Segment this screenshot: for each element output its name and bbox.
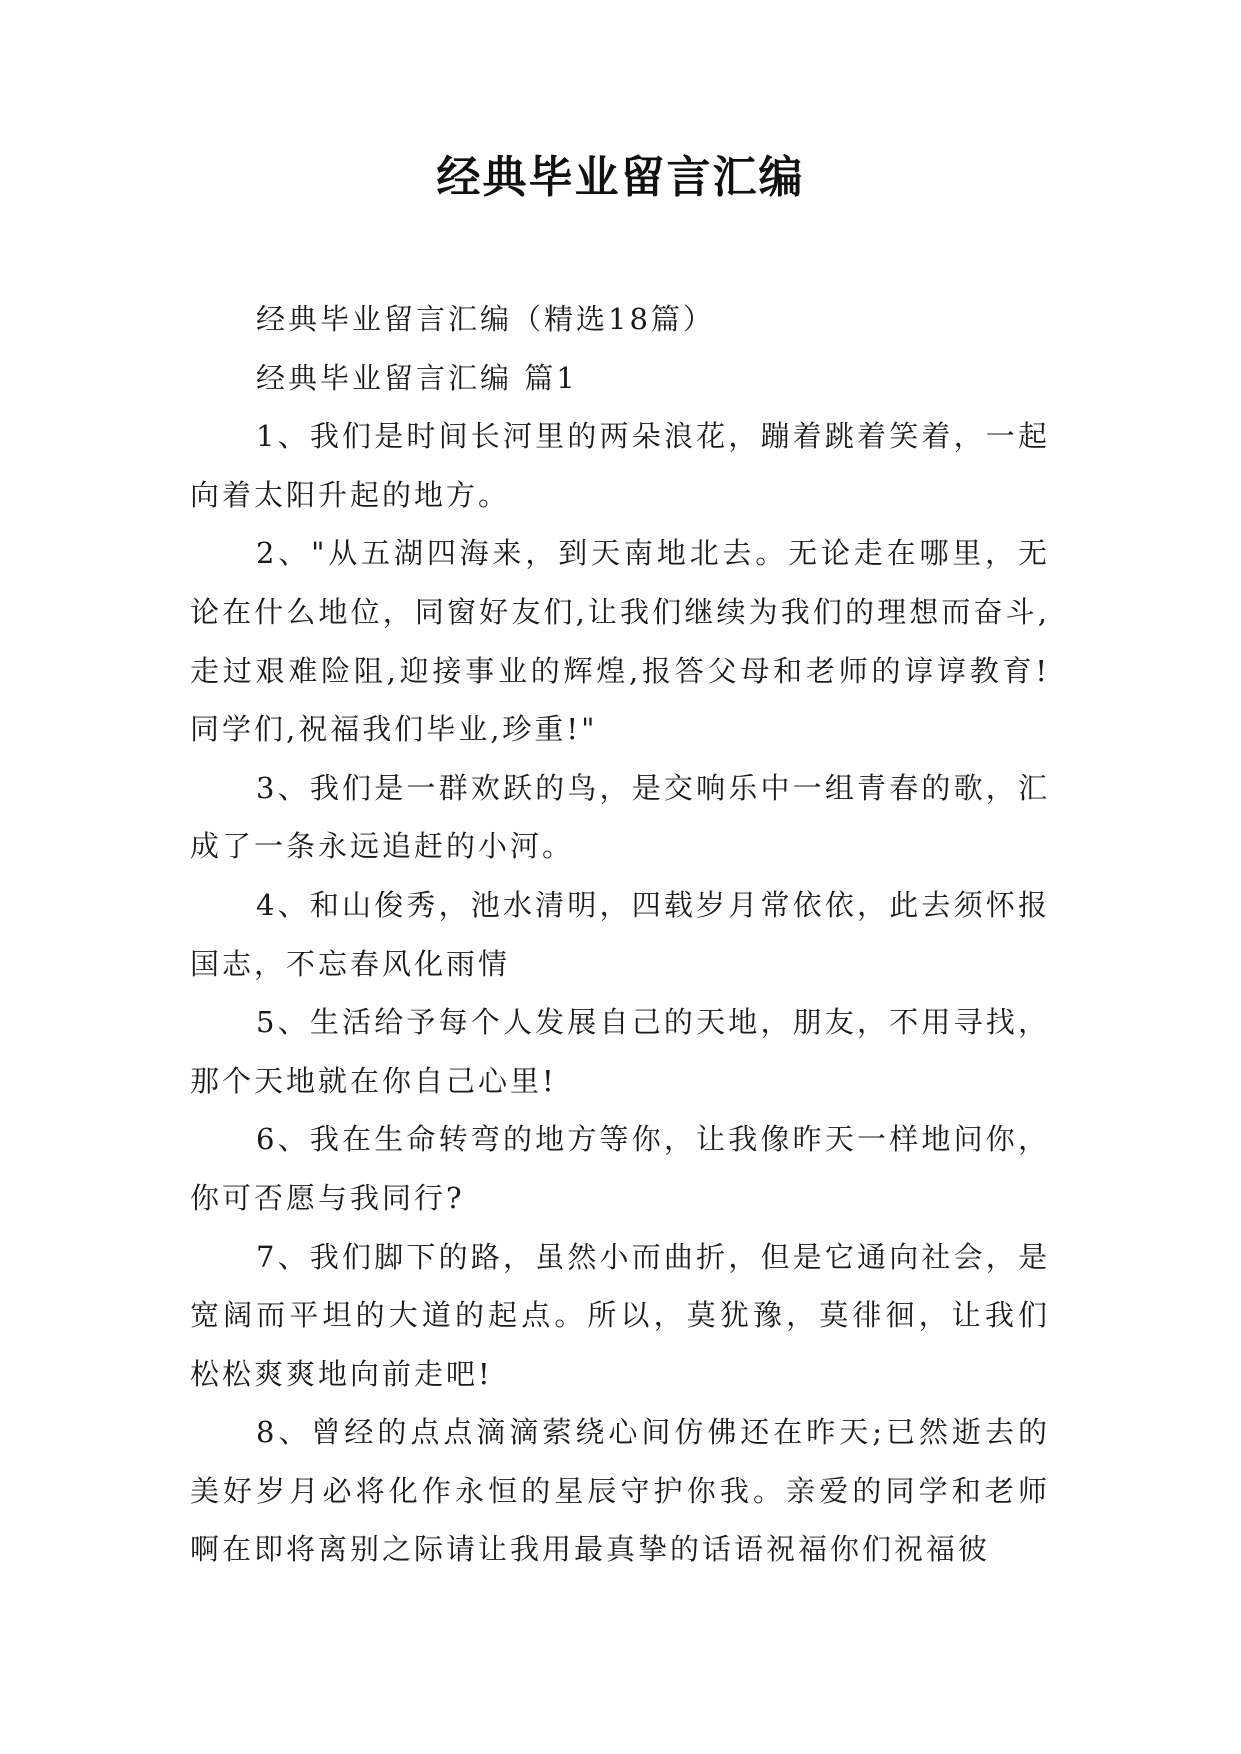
message-paragraph: 8、曾经的点点滴滴萦绕心间仿佛还在昨天;已然逝去的美好岁月必将化作永恒的星辰守护你我。亲爱的同学和老师啊在即将离别之际请让我用最真挚的话语祝福你们祝福彼 bbox=[190, 1415, 1050, 1567]
section-heading: 经典毕业留言汇编 篇1 bbox=[256, 360, 578, 395]
document-title: 经典毕业留言汇编 bbox=[436, 152, 805, 203]
subtitle-paragraph: 经典毕业留言汇编（精选18篇） bbox=[256, 302, 715, 336]
message-paragraph: 6、我在生命转弯的地方等你，让我像昨天一样地问你，你可否愿与我同行? bbox=[190, 1122, 1050, 1215]
document-body bbox=[190, 290, 1050, 1579]
message-paragraph: 1、我们是时间长河里的两朵浪花，蹦着跳着笑着，一起向着太阳升起的地方。 bbox=[190, 419, 1050, 512]
message-paragraph: 3、我们是一群欢跃的鸟，是交响乐中一组青春的歌，汇成了一条永远追赶的小河。 bbox=[190, 770, 1050, 864]
message-paragraph: 7、我们脚下的路，虽然小而曲折，但是它通向社会，是宽阔而平坦的大道的起点。所以，莫犹豫，莫徘徊，让我们松松爽爽地向前走吧! bbox=[190, 1239, 1050, 1391]
message-paragraph: 2、"从五湖四海来，到天南地北去。无论走在哪里，无论在什么地位，同窗好友们,让我们继续为我们的理想而奋斗,走过艰难险阻,迎接事业的辉煌,报答父母和老师的谆谆教育!同学们,祝福我们毕业,珍重!" bbox=[190, 536, 1050, 747]
message-paragraph: 4、和山俊秀，池水清明，四载岁月常依依，此去须怀报国志，不忘春风化雨情 bbox=[190, 887, 1050, 981]
message-paragraph: 5、生活给予每个人发展自己的天地，朋友，不用寻找，那个天地就在你自己心里! bbox=[190, 1005, 1050, 1098]
